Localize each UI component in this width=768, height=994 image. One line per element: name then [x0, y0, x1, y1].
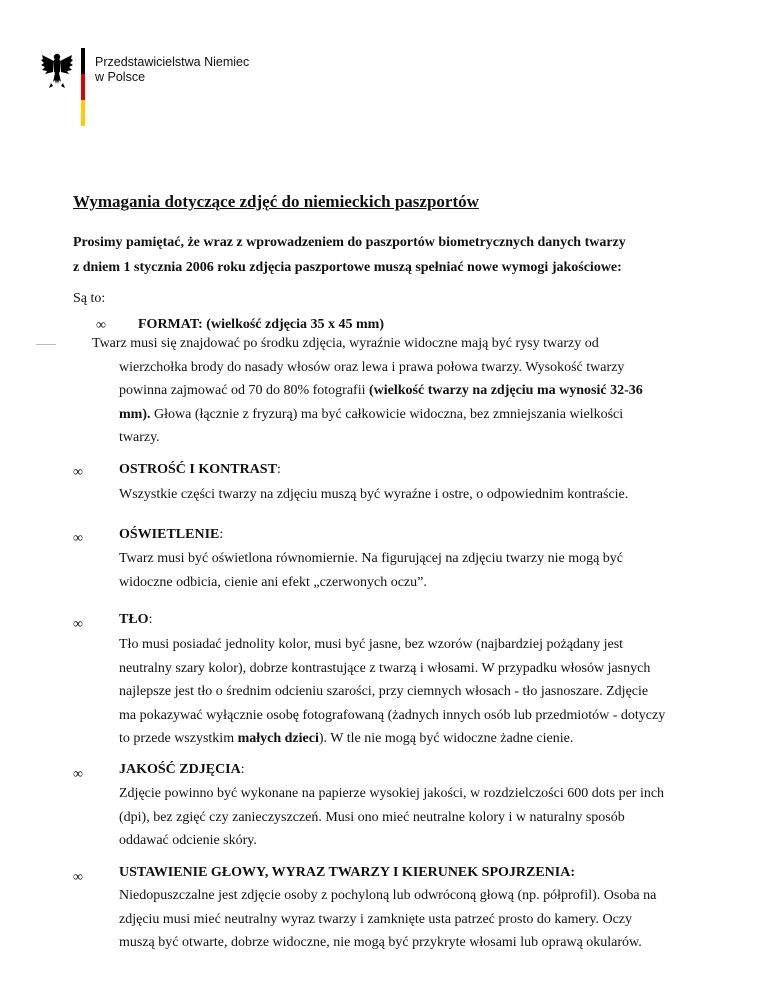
- tlo-line-5b: małych dzieci: [237, 731, 319, 746]
- flag-stripe-red: [81, 74, 85, 100]
- bullet-icon: ∞: [73, 870, 83, 885]
- tlo-body: [119, 633, 739, 751]
- format-line-4b: Głowa (łącznie z fryzurą) ma być całkowicie widoczna, bez zmniejszania wielkości: [150, 406, 624, 422]
- glowa-line-1: Niedopuszczalne jest zdjęcie osoby z pochyloną lub odwróconą głową (np. półprofil). Osoba na: [119, 888, 657, 903]
- bullet-icon: ∞: [73, 617, 83, 632]
- format-line-4a: mm).: [119, 406, 151, 422]
- format-line-4: [92, 403, 752, 427]
- format-body: [92, 332, 752, 450]
- format-line-1: Twarz musi się znajdować po środku zdjęcia, wyraźnie widoczne mają być rysy twarzy od: [92, 336, 599, 351]
- ostrosc-heading: [119, 462, 281, 478]
- tlo-line-1: Tło musi posiadać jednolity kolor, musi być jasne, bez wzorów (najbardziej pożądany jest: [119, 637, 624, 652]
- german-flag-stripe: [81, 48, 85, 126]
- jakosc-line-2: (dpi), bez zgięć czy zanieczyszczeń. Musi ono mieć neutralne kolory i w naturalny sposób: [119, 809, 625, 825]
- jakosc-line-3: oddawać odcienie skóry.: [119, 833, 257, 848]
- org-line-2: w Polsce: [95, 70, 146, 84]
- bullet-icon: ∞: [73, 767, 83, 782]
- tlo-line-2: neutralny szary kolor), dobrze kontrastujące z twarzą i włosami. W przypadku włosów jasnych: [119, 660, 651, 676]
- federal-eagle-icon: [40, 50, 74, 90]
- glowa-line-2: zdjęciu musi mieć neutralny wyraz twarzy i zamknięte usta patrzeć prosto do kamery. Oczy: [119, 911, 632, 927]
- ostrosc-heading-text: OSTROŚĆ I KONTRAST: [119, 462, 277, 477]
- tlo-line-5: [119, 727, 739, 751]
- glowa-line-3: muszą być otwarte, dobrze widoczne, nie mogą być przykryte włosami lub oprawą okularów.: [119, 935, 642, 950]
- oswietlenie-body: [119, 547, 739, 594]
- tlo-colon: :: [148, 612, 153, 627]
- tlo-heading-text: TŁO: [119, 612, 149, 627]
- oswietlenie-colon: :: [219, 527, 224, 542]
- format-line-2: wierzchołka brody do nasady włosów oraz lewa i prawa połowa twarzy. Wysokość twarzy: [119, 359, 625, 375]
- oswietlenie-line-1: Twarz musi być oświetlona równomiernie. Na figurującej na zdjęciu twarzy nie mogą być: [119, 551, 624, 566]
- flag-stripe-black: [81, 48, 85, 74]
- ostrosc-body: Wszystkie części twarzy na zdjęciu muszą być wyraźne i ostre, o odpowiednim kontraście.: [119, 487, 629, 502]
- lead-text: Są to:: [73, 291, 106, 306]
- bullet-icon: ∞: [73, 465, 83, 480]
- jakosc-line-1: Zdjęcie powinno być wykonane na papierze wysokiej jakości, w rozdzielczości 600 dots per inch: [119, 786, 665, 801]
- intro-paragraph: [73, 230, 626, 280]
- jakosc-heading-text: JAKOŚĆ ZDJĘCIA: [119, 762, 241, 777]
- org-line-1: Przedstawicielstwa Niemiec: [95, 55, 250, 69]
- bullet-icon: ∞: [96, 318, 106, 333]
- format-line-3a: powinna zajmować od 70 do 80% fotografii: [119, 383, 369, 398]
- bullet-icon: ∞: [73, 531, 83, 546]
- margin-mark: [36, 344, 56, 345]
- format-line-3b: (wielkość twarzy na zdjęciu ma wynosić 32-36: [369, 383, 643, 398]
- oswietlenie-line-2: widoczne odbicia, cienie ani efekt „czerwonych oczu”.: [119, 574, 427, 590]
- glowa-body: [119, 884, 739, 955]
- jakosc-body: [119, 782, 739, 853]
- ostrosc-colon: :: [276, 462, 281, 477]
- format-heading: FORMAT: (wielkość zdjęcia 35 x 45 mm): [138, 317, 384, 332]
- format-line-5: twarzy.: [119, 430, 160, 445]
- flag-stripe-gold: [81, 100, 85, 126]
- tlo-heading: [119, 612, 152, 628]
- tlo-line-5a: to przede wszystkim: [119, 731, 238, 746]
- organization-name: [95, 55, 249, 85]
- oswietlenie-heading: [119, 527, 223, 543]
- jakosc-colon: :: [240, 762, 245, 777]
- jakosc-heading: [119, 762, 245, 778]
- tlo-line-4: ma pokazywać wyłącznie osobę fotografowaną (żadnych innych osób lub przedmiotów - dotyczy: [119, 707, 666, 723]
- format-line-3: [92, 379, 752, 403]
- glowa-heading: USTAWIENIE GŁOWY, WYRAZ TWARZY I KIERUNEK SPOJRZENIA:: [119, 865, 576, 880]
- document-title: Wymagania dotyczące zdjęć do niemieckich paszportów: [73, 192, 479, 211]
- intro-line-2: z dniem 1 stycznia 2006 roku zdjęcia paszportowe muszą spełniać nowe wymogi jakościowe:: [73, 260, 622, 275]
- tlo-line-5c: ). W tle nie mogą być widoczne żadne cienie.: [318, 731, 574, 746]
- tlo-line-3: najlepsze jest tło o średnim odcieniu szarości, przy ciemnych włosach - tło jasnoszare. Zdjęcie: [119, 684, 649, 699]
- intro-line-1: Prosimy pamiętać, że wraz z wprowadzeniem do paszportów biometrycznych danych twarzy: [73, 235, 626, 250]
- oswietlenie-heading-text: OŚWIETLENIE: [119, 527, 220, 542]
